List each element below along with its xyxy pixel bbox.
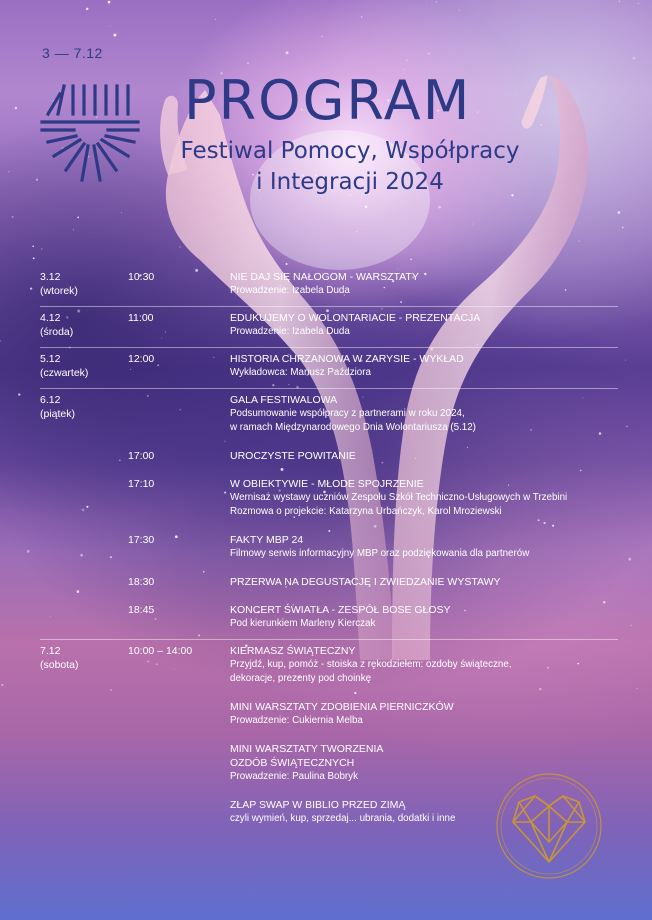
subtitle-line-1: Festiwal Pomocy, Współpracy [180,138,520,164]
day-entries [128,311,618,341]
day-weekday: (piątek) [40,408,76,420]
entry-title: GALA FESTIWALOWA [230,394,338,406]
day-date-number: 5.12 [40,353,61,365]
program-entry [128,575,618,589]
day-entries [128,393,618,633]
day-date-number: 7.12 [40,645,61,657]
entry-body [230,603,618,631]
entry-body [230,449,618,463]
entry-description: Przyjdź, kup, pomóż - stoiska z rękodziełem: ozdoby świąteczne, dekoracje, prezenty pod choinkę [230,659,512,684]
program-entry [128,311,618,339]
entry-body [230,393,618,435]
entry-description: czyli wymień, kup, sprzedaj... ubrania, dodatki i inne [230,813,456,824]
entry-description: Prowadzenie: Cukiernia Melba [230,715,363,726]
festival-subtitle [150,136,550,198]
entry-body [230,575,618,589]
entry-body [230,700,618,728]
day-entries [128,270,618,300]
entry-title: ZŁAP SWAP W BIBLIO PRZED ZIMĄ [230,799,406,811]
entry-time: 18:45 [128,604,155,616]
entry-description: Prowadzenie: Paulina Bobryk [230,771,358,782]
day-date [40,644,128,828]
program-entry [128,352,618,380]
day-row [40,348,618,389]
program-entry [128,533,618,561]
day-weekday: (czwartek) [40,367,89,379]
entry-title: KONCERT ŚWIATŁA - ZESPÓŁ BOSE GŁOSY [230,604,451,616]
entry-time: 17:30 [128,534,155,546]
entry-time [128,798,230,826]
entry-title: MINI WARSZTATY TWORZENIA OZDÓB ŚWIĄTECZNYCH [230,743,384,769]
day-row [40,266,618,307]
sun-lines-logo [40,82,142,190]
entry-time: 17:00 [128,450,155,462]
program-entry [128,477,618,519]
day-date-number: 3.12 [40,271,61,283]
geometric-heart-icon [493,770,605,882]
entry-time: 10:00 – 14:00 [128,645,193,657]
entry-body [230,477,618,519]
entry-time: 11:00 [128,312,154,324]
day-date [40,352,128,382]
program-entry [128,644,618,686]
entry-time [128,742,230,784]
entry-body [230,352,618,380]
program-schedule [40,266,618,834]
date-range: 3 — 7.12 [42,45,103,61]
entry-description: Wernisaż wystawy uczniów Zespołu Szkół Techniczno-Usługowych w Trzebini Rozmowa o projekcie: Katarzyna Urbańczyk, Karol Mroziewski [230,492,568,517]
entry-time: 18:30 [128,576,155,588]
entry-body [230,644,618,686]
entry-description: Filmowy serwis informacyjny MBP oraz podziękowania dla partnerów [230,548,530,559]
program-entry [128,603,618,631]
entry-time: 17:10 [128,478,155,490]
entry-description: Pod kierunkiem Marleny Kierczak [230,618,376,629]
program-entry [128,449,618,463]
program-entry [128,270,618,298]
entry-description: Podsumowanie współpracy z partnerami w roku 2024, w ramach Międzynarodowego Dnia Wolontariusza (5.12) [230,408,476,433]
entry-description: Prowadzenie: Izabela Duda [230,326,350,337]
day-weekday: (środa) [40,326,74,338]
day-date-number: 4.12 [40,312,61,324]
entry-body [230,311,618,339]
day-weekday: (sobota) [40,659,79,671]
entry-time: 12:00 [128,353,155,365]
day-date-number: 6.12 [40,394,61,406]
day-entries [128,352,618,382]
entry-title: MINI WARSZTATY ZDOBIENIA PIERNICZKÓW [230,701,454,713]
day-weekday: (wtorek) [40,285,78,297]
entry-description: Prowadzenie: Izabela Duda [230,285,350,296]
page-title: PROGRAM [184,69,472,132]
entry-title: PRZERWA NA DEGUSTACJĘ I ZWIEDZANIE WYSTAWY [230,576,501,588]
day-date [40,270,128,300]
entry-title: NIE DAJ SIĘ NAŁOGOM - WARSZTATY [230,271,419,283]
entry-title: KIERMASZ ŚWIĄTECZNY [230,645,356,657]
entry-body [230,533,618,561]
program-entry [128,700,618,728]
entry-title: UROCZYSTE POWITANIE [230,450,356,462]
day-date [40,311,128,341]
entry-title: W OBIEKTYWIE - MŁODE SPOJRZENIE [230,478,424,490]
entry-time: 10:30 [128,271,155,283]
entry-title: HISTORIA CHRZANOWA W ZARYSIE - WYKŁAD [230,353,464,365]
entry-time [128,393,230,435]
entry-title: FAKTY MBP 24 [230,534,304,546]
entry-time [128,700,230,728]
entry-body [230,270,618,298]
day-row [40,389,618,640]
day-row [40,307,618,348]
day-date [40,393,128,633]
entry-title: EDUKUJEMY O WOLONTARIACIE - PREZENTACJA [230,312,481,324]
program-entry [128,393,618,435]
entry-description: Wykładowca: Mariusz Paździora [230,367,371,378]
subtitle-line-2: i Integracji 2024 [256,169,444,195]
